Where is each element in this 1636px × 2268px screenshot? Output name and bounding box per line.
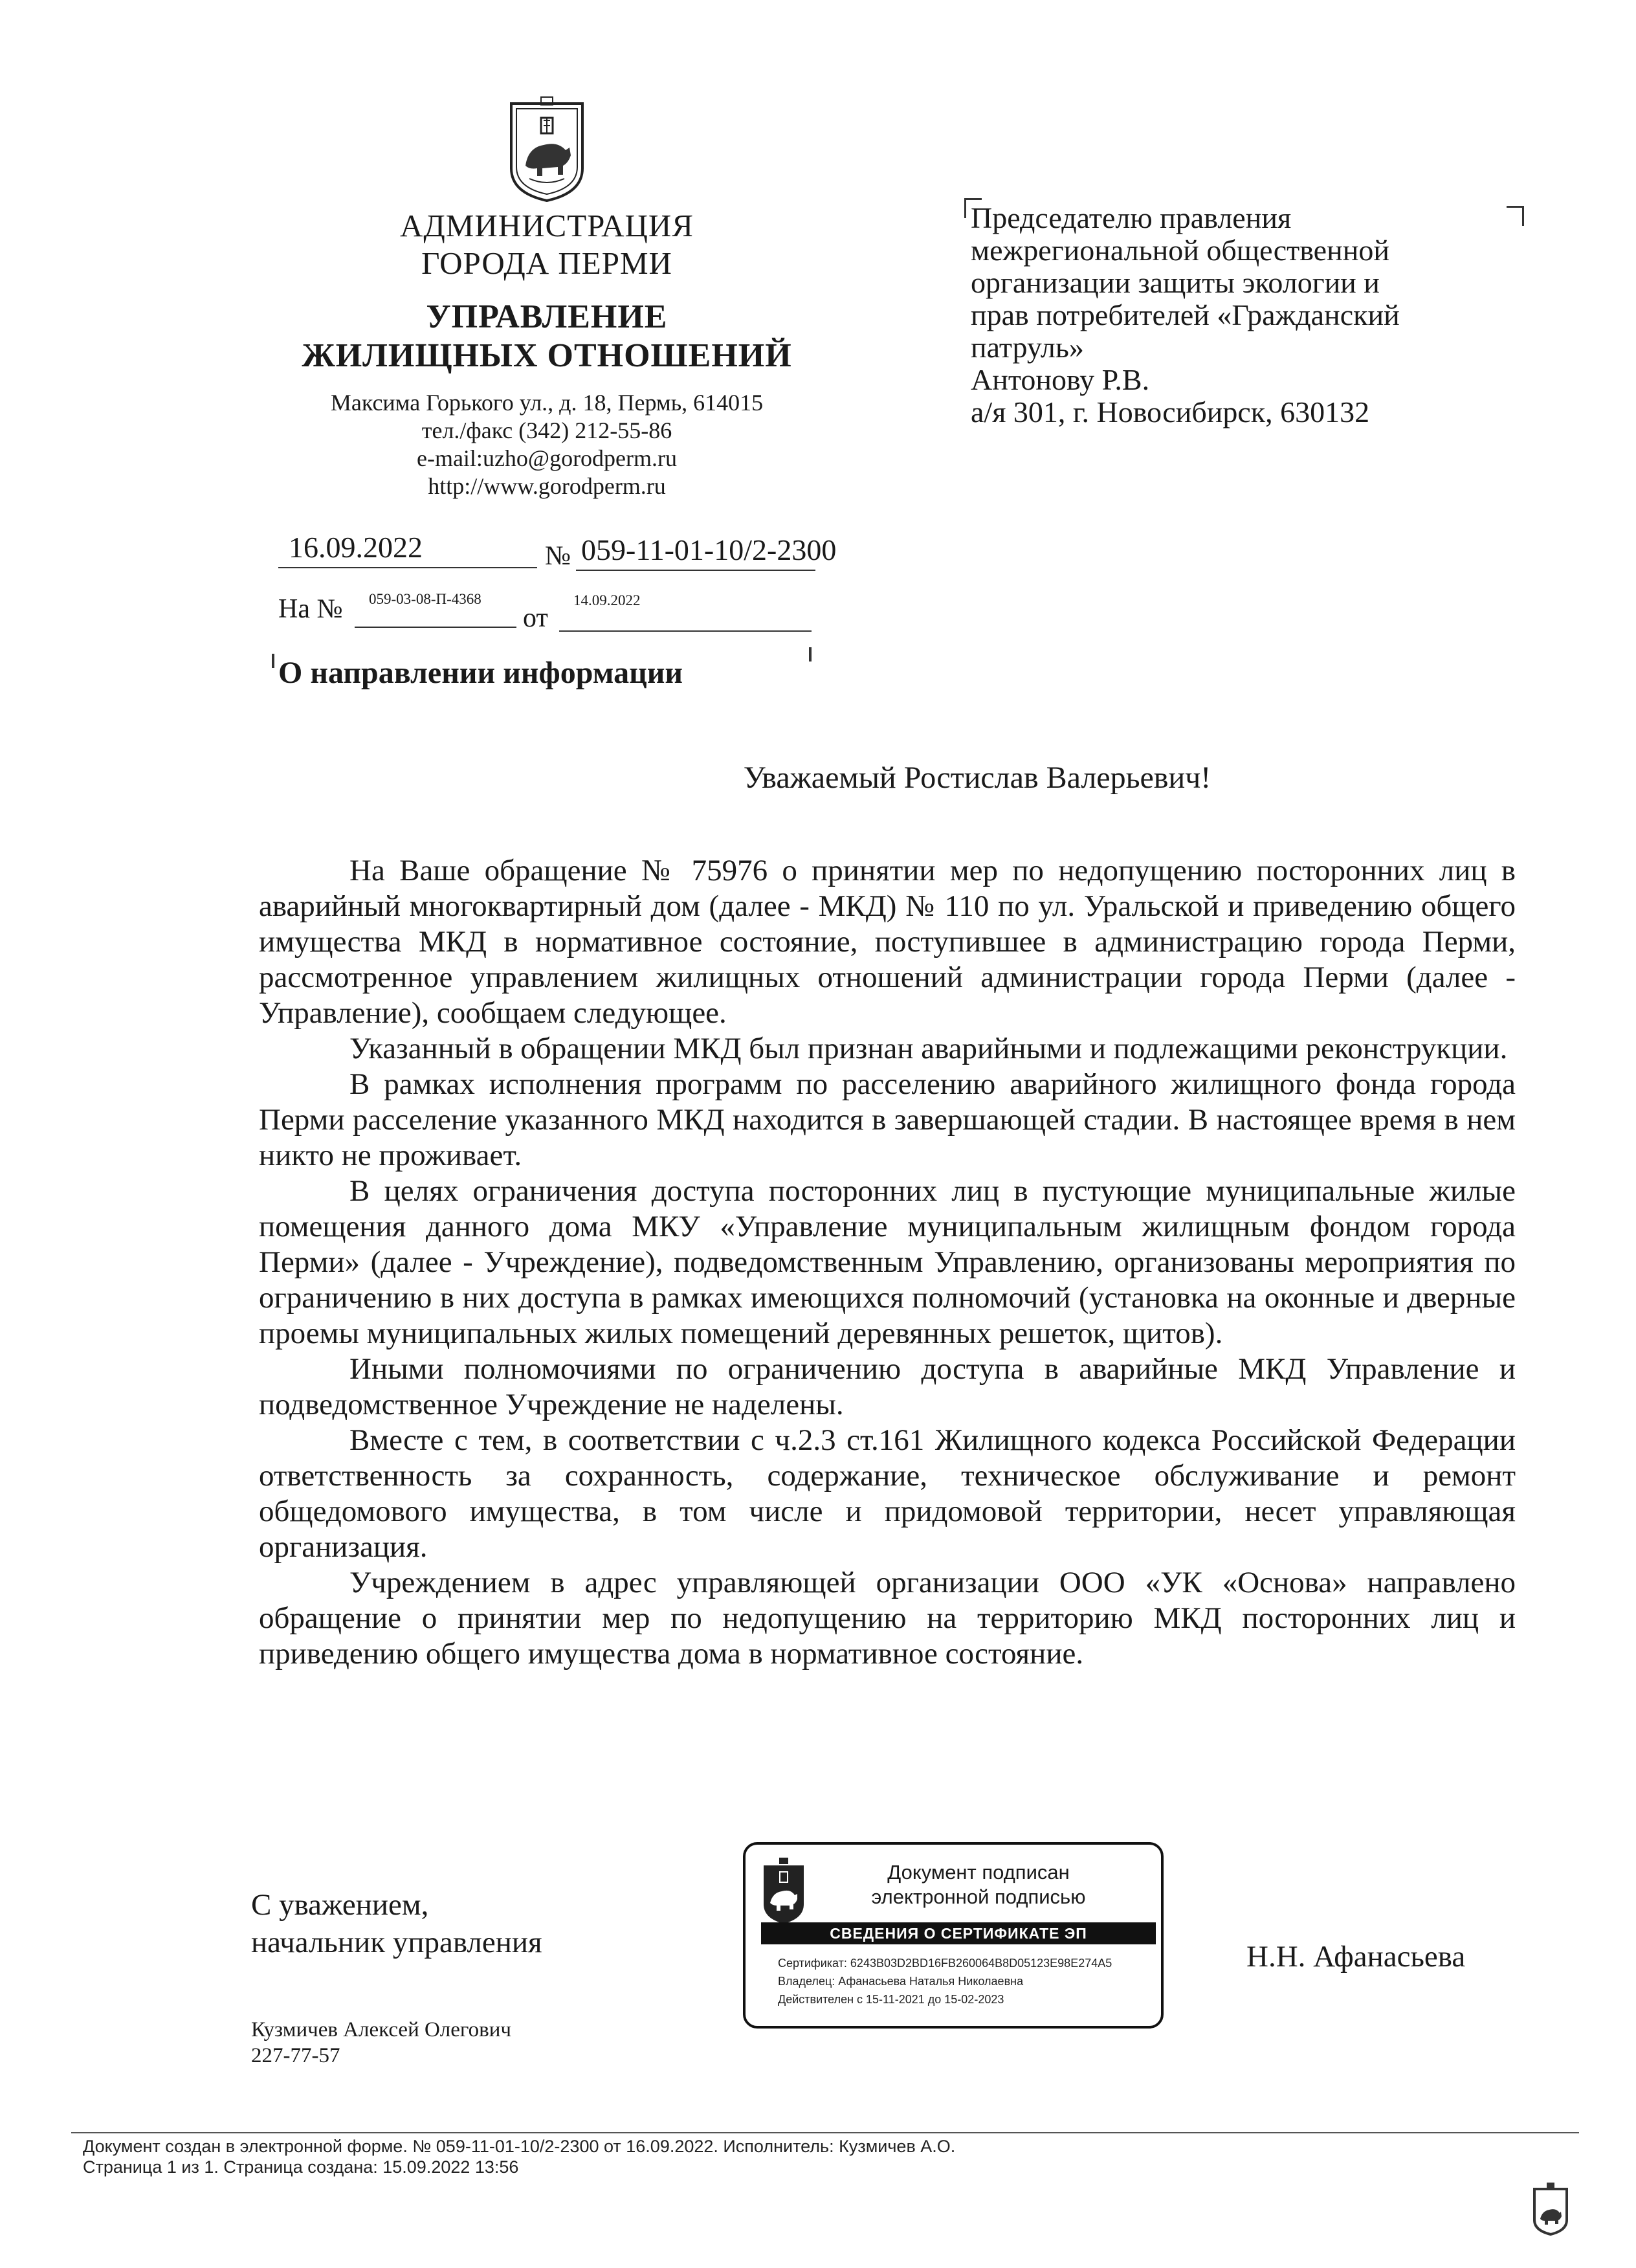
subject-corner-left xyxy=(272,654,274,668)
dept-name-line2: ЖИЛИЩНЫХ ОТНОШЕНИЙ xyxy=(302,337,792,374)
from-label: от xyxy=(523,603,548,633)
recipient-line: Председателю правления xyxy=(971,201,1292,234)
org-email: e-mail:uzho@gorodperm.ru xyxy=(416,445,678,471)
org-website: http://www.gorodperm.ru xyxy=(428,473,666,499)
stamp-owner: Владелец: Афанасьева Наталья Николаевна xyxy=(778,1975,1024,1988)
stamp-title-line1: Документ подписан xyxy=(887,1861,1070,1884)
body-paragraph: Учреждением в адрес управляющей организации ООО «УК «Основа» направлено обращение о принятии мер по недопущению на территорию МКД посторонних лиц и приведению общего имущества дома в нормативное состояние. xyxy=(259,1566,1516,1671)
reply-date-underline xyxy=(559,630,812,632)
executor-block xyxy=(251,2017,511,2069)
perm-coat-of-arms-icon xyxy=(506,96,588,203)
recipient-block xyxy=(971,202,1540,428)
outgoing-date: 16.09.2022 xyxy=(289,531,423,564)
stamp-certificate-bar: СВЕДЕНИЯ О СЕРТИФИКАТЕ ЭП xyxy=(761,1922,1156,1944)
letter-body xyxy=(259,853,1516,1672)
e-signature-stamp xyxy=(743,1842,1164,2029)
reply-number-underline xyxy=(355,627,516,628)
reply-number: 059-03-08-П-4368 xyxy=(369,591,481,607)
stamp-validity: Действителен с 15-11-2021 до 15-02-2023 xyxy=(778,1993,1004,2006)
body-paragraph: Иными полномочиями по ограничению доступа в аварийные МКД Управление и подведомственное Учреждение не наделены. xyxy=(259,1352,1516,1421)
org-phone: тел./факс (342) 212-55-86 xyxy=(421,417,672,443)
dept-name-line1: УПРАВЛЕНИЕ xyxy=(426,298,668,335)
footer-divider xyxy=(71,2132,1579,2133)
number-underline xyxy=(576,570,815,571)
footer-line2: Страница 1 из 1. Страница создана: 15.09.2022 13:56 xyxy=(83,2157,519,2177)
executor-name: Кузмичев Алексей Олегович xyxy=(251,2018,511,2041)
closing-line1: С уважением, xyxy=(251,1888,429,1922)
body-paragraph: В рамках исполнения программ по расселению аварийного жилищного фонда города Перми расселение указанного МКД находится в завершающей стадии. В настоящее время в нем никто не проживает. xyxy=(259,1067,1516,1172)
subject-line: О направлении информации xyxy=(278,656,683,690)
stamp-title xyxy=(817,1860,1140,1909)
reply-label: На № xyxy=(278,594,343,624)
body-paragraph: В целях ограничения доступа посторонних лиц в пустующие муниципальные жилые помещения данного дома МКУ «Управление муниципальным жилищным фондом города Перми» (далее - Учреждение), подведомственным Управлению, организованы мероприятия по ограничению в них доступа в рамках имеющихся полномочий (установка на оконные и дверные проемы муниципальных жилых помещений деревянных решеток, щитов). xyxy=(259,1174,1516,1350)
footer-block xyxy=(83,2136,955,2177)
stamp-certificate: Сертификат: 6243B03D2BD16FB260064B8D05123E98E274A5 xyxy=(778,1957,1112,1970)
subject-corner-right xyxy=(809,647,812,662)
closing-block xyxy=(251,1886,542,1961)
reply-date: 14.09.2022 xyxy=(573,592,641,608)
closing-line2: начальник управления xyxy=(251,1926,542,1959)
stamp-title-line2: электронной подписью xyxy=(871,1885,1086,1908)
body-paragraph: Вместе с тем, в соответствии с ч.2.3 ст.161 Жилищного кодекса Российской Федерации ответственность за сохранность, содержание, техническое обслуживание и ремонт общедомового имущества, в том числе и придомовой территории, несет управляющая организация. xyxy=(259,1423,1516,1564)
recipient-line: прав потребителей «Гражданский xyxy=(971,298,1400,331)
executor-phone: 227-77-57 xyxy=(251,2044,340,2067)
recipient-line: Антонову Р.В. xyxy=(971,363,1150,396)
org-address: Максима Горького ул., д. 18, Пермь, 614015 xyxy=(330,390,764,416)
recipient-line: межрегиональной общественной xyxy=(971,234,1389,267)
org-name-line2: ГОРОДА ПЕРМИ xyxy=(421,245,672,281)
greeting: Уважаемый Ростислав Валерьевич! xyxy=(743,761,1211,795)
footer-line1: Документ создан в электронной форме. № 059-11-01-10/2-2300 от 16.09.2022. Исполнитель: Кузмичев А.О. xyxy=(83,2137,956,2156)
perm-coat-of-arms-icon xyxy=(761,1858,806,1925)
number-label: № xyxy=(545,541,571,571)
recipient-line: организации защиты экологии и xyxy=(971,266,1380,299)
org-name-line1: АДМИНИСТРАЦИЯ xyxy=(400,208,694,243)
perm-coat-of-arms-icon xyxy=(1532,2183,1569,2236)
outgoing-number: 059-11-01-10/2-2300 xyxy=(581,533,837,566)
recipient-line: патруль» xyxy=(971,331,1084,364)
body-paragraph: Указанный в обращении МКД был признан аварийными и подлежащими реконструкции. xyxy=(349,1032,1508,1065)
date-underline xyxy=(278,567,537,568)
signer-name: Н.Н. Афанасьева xyxy=(1246,1940,1466,1973)
recipient-line: а/я 301, г. Новосибирск, 630132 xyxy=(971,395,1370,428)
body-paragraph: На Ваше обращение № 75976 о принятии мер по недопущению посторонних лиц в аварийный многоквартирный дом (далее - МКД) № 110 по ул. Уральской и приведению общего имущества МКД в нормативное состояние, поступившее в администрацию города Перми, рассмотренное управлением жилищных отношений администрации города Перми (далее - Управление), сообщаем следующее. xyxy=(259,854,1516,1030)
